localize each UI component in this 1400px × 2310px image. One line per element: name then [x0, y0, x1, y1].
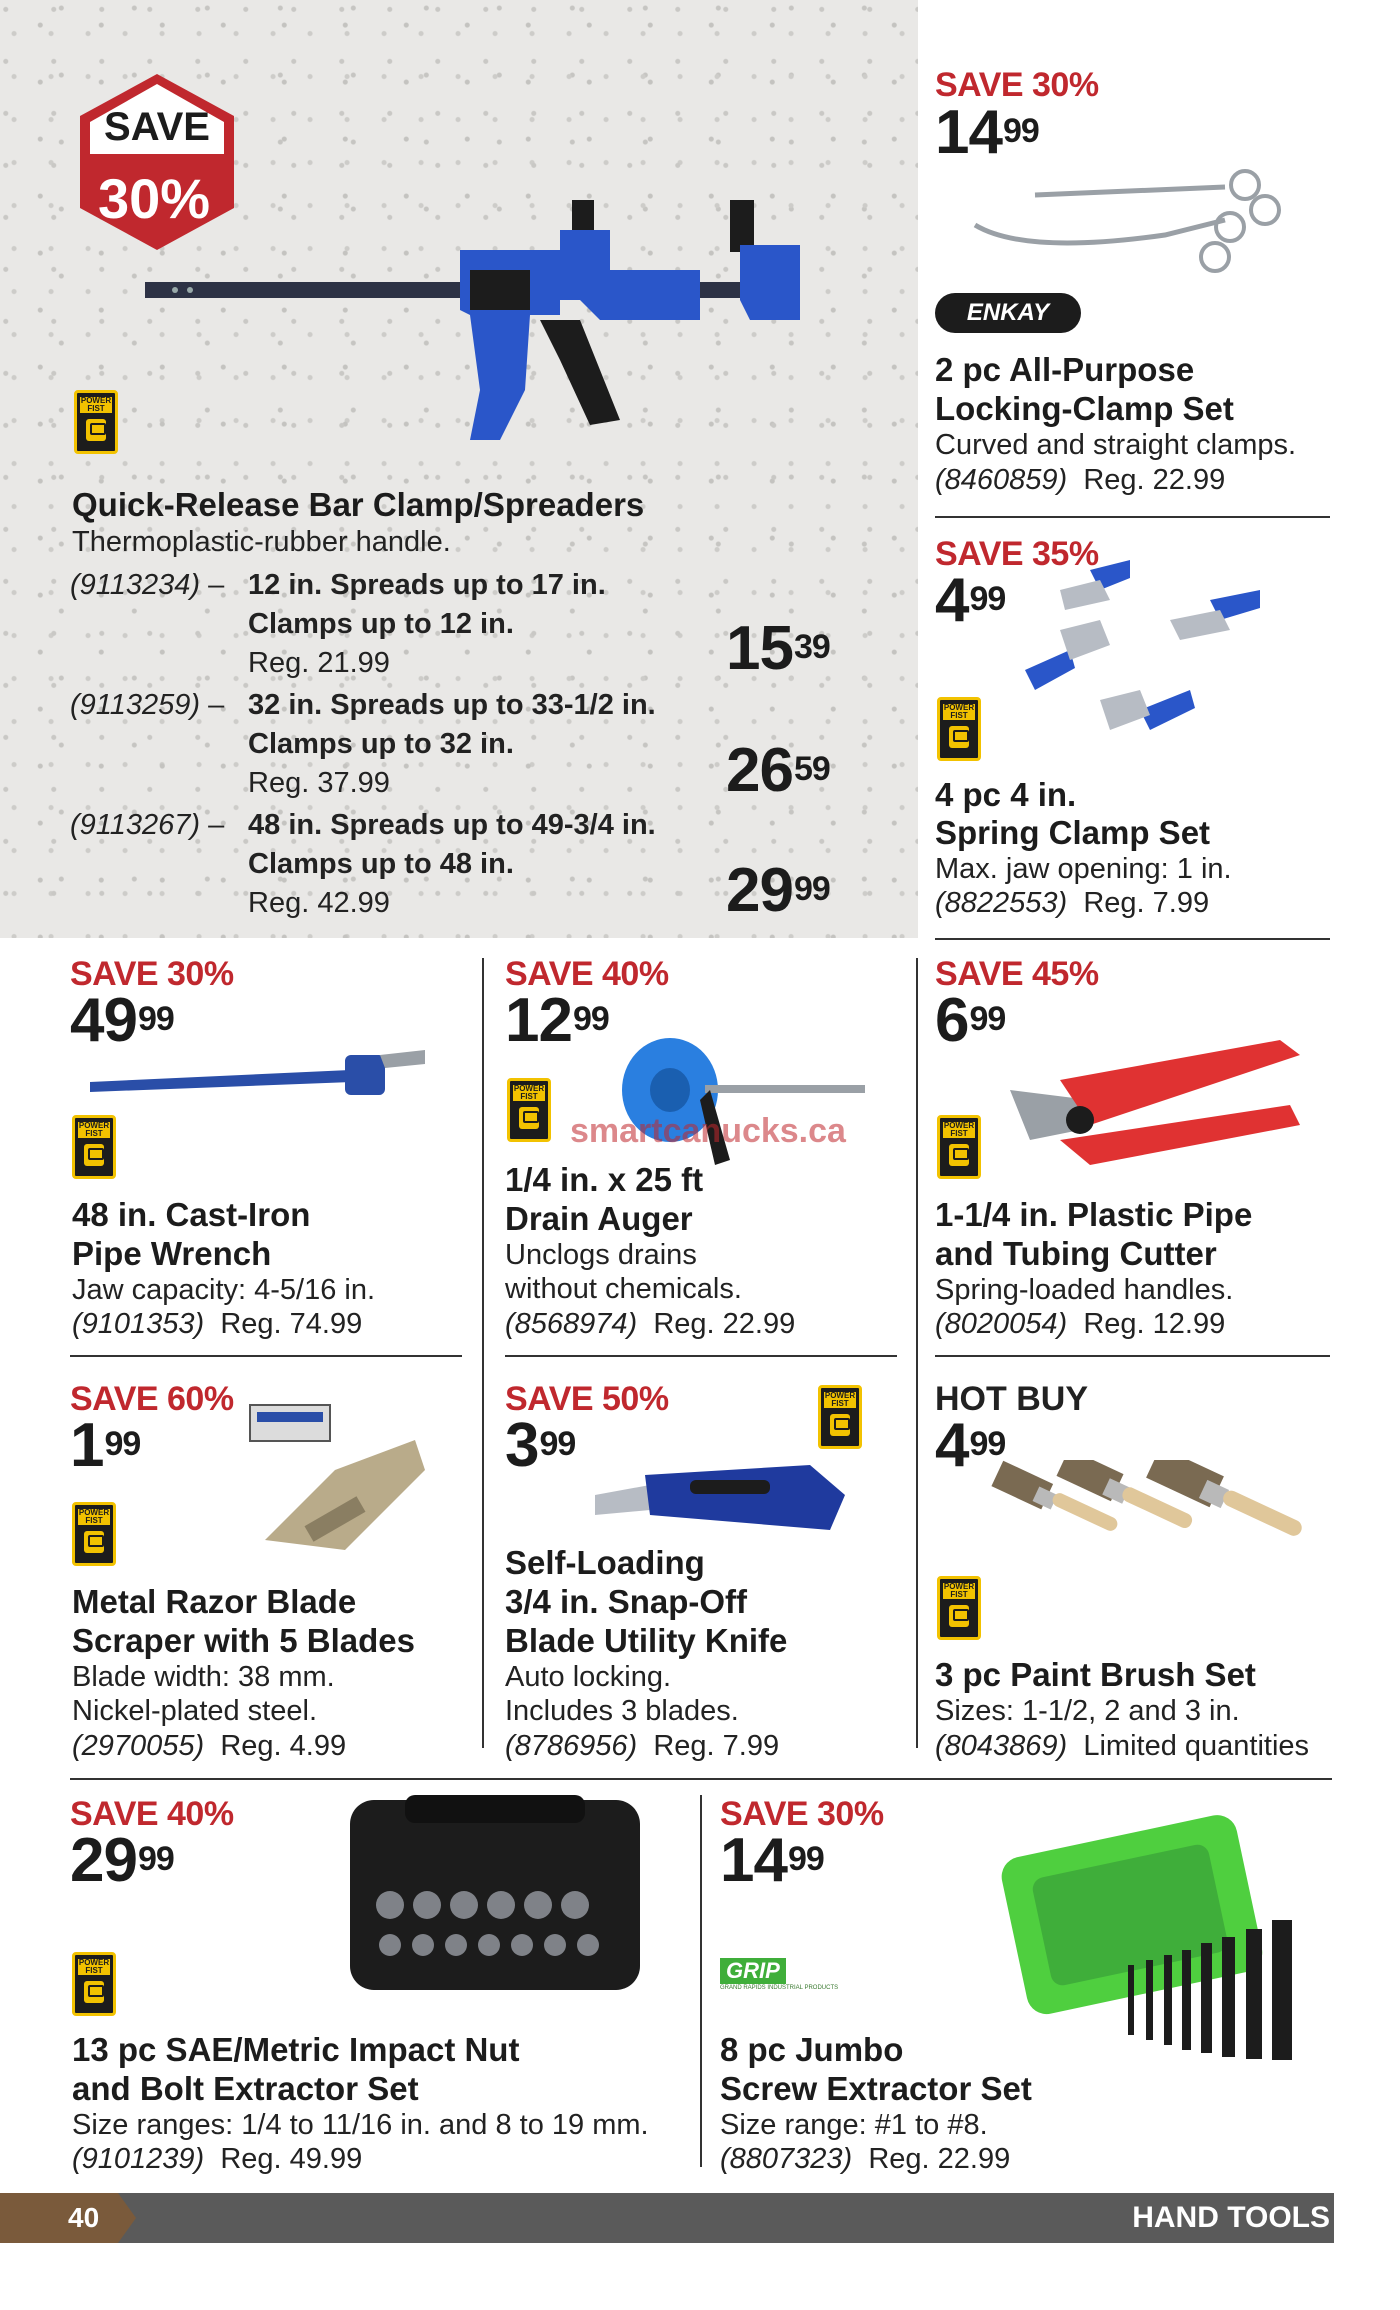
save-label: SAVE 30% [720, 1795, 884, 1833]
power-fist-logo: POWER FIST [72, 1952, 116, 2016]
divider [482, 958, 484, 1748]
power-fist-logo: POWER FIST [74, 390, 118, 454]
product-title: 1/4 in. x 25 ft [505, 1161, 704, 1198]
variant-line2: Clamps up to 12 in. [248, 608, 514, 640]
product-title: Metal Razor Blade [72, 1583, 357, 1620]
product-title: 2 pc All-Purpose [935, 351, 1195, 388]
variant-dash: – [208, 809, 225, 841]
product-sku-reg: (9101239) Reg. 49.99 [72, 2143, 363, 2175]
product-title: 4 pc 4 in. [935, 776, 1077, 813]
price: $49^{99}$ [70, 986, 174, 1055]
watermark: smartcanucks.ca [570, 1112, 846, 1150]
product-sku-reg: (8786956) Reg. 7.99 [505, 1730, 780, 1762]
save-label: SAVE 60% [70, 1380, 234, 1418]
divider [935, 938, 1330, 940]
page-number: 40 [68, 2202, 100, 2233]
product-sku-reg: (9101353) Reg. 74.99 [72, 1308, 363, 1340]
variant-reg: Reg. 42.99 [248, 887, 390, 919]
product-title: 3 pc Paint Brush Set [935, 1656, 1256, 1693]
price: $14^{99}$ [720, 1826, 824, 1895]
product-title: 3/4 in. Snap-Off [505, 1583, 748, 1620]
variant-line1: 48 in. Spreads up to 49-3/4 in. [248, 809, 656, 841]
price: $14^{99}$ [935, 98, 1039, 167]
divider [935, 1355, 1330, 1357]
variant-row [70, 568, 224, 602]
divider [505, 1355, 897, 1357]
razor-scraper-image [245, 1400, 445, 1570]
save-label: SAVE 40% [70, 1795, 234, 1833]
variant-row [70, 808, 224, 842]
product-desc: Nickel-plated steel. [72, 1695, 317, 1727]
variant-line1: 12 in. Spreads up to 17 in. [248, 569, 606, 601]
product-desc: Blade width: 38 mm. [72, 1661, 335, 1693]
product-desc: Size range: #1 to #8. [720, 2109, 988, 2141]
paint-brush-image [990, 1460, 1320, 1600]
price: $29^{99}$ [70, 1826, 174, 1895]
product-desc: Jaw capacity: 4-5/16 in. [72, 1274, 376, 1306]
price: $3^{99}$ [505, 1411, 576, 1480]
save-label: SAVE 35% [935, 535, 1099, 573]
variant-line2: Clamps up to 32 in. [248, 728, 514, 760]
variant-dash: – [208, 569, 225, 601]
product-desc: Unclogs drains [505, 1239, 697, 1271]
product-desc: Max. jaw opening: 1 in. [935, 853, 1232, 885]
drain-auger-image [600, 1030, 900, 1180]
pipe-wrench-image [90, 1050, 440, 1110]
product-title: Scraper with 5 Blades [72, 1622, 415, 1659]
variant-reg: Reg. 37.99 [248, 767, 390, 799]
variant-dash: – [208, 689, 225, 721]
variant-price: $15^{39}$ [726, 614, 830, 683]
product-title: Screw Extractor Set [720, 2070, 1032, 2107]
product-title: Spring Clamp Set [935, 814, 1211, 851]
divider [935, 516, 1330, 518]
variant-line2: Clamps up to 48 in. [248, 848, 514, 880]
product-title: 48 in. Cast-Iron [72, 1196, 311, 1233]
section-title: HAND TOOLS [1132, 2201, 1330, 2234]
product-sku-reg: (8807323) Reg. 22.99 [720, 2143, 1011, 2175]
product-desc: without chemicals. [505, 1273, 742, 1305]
hot-buy-label: HOT BUY [935, 1380, 1088, 1418]
product-title: and Bolt Extractor Set [72, 2070, 419, 2107]
power-fist-logo: POWER FIST [72, 1502, 116, 1566]
extractor-case-image [345, 1795, 645, 1995]
pipe-cutter-image [1000, 1030, 1310, 1170]
price: $4^{99}$ [935, 566, 1006, 635]
product-sku-reg: (8020054) Reg. 12.99 [935, 1308, 1226, 1340]
hero-desc: Thermoplastic-rubber handle. [72, 526, 451, 558]
variant-line1: 32 in. Spreads up to 33-1/2 in. [248, 689, 656, 721]
product-desc: Sizes: 1-1/2, 2 and 3 in. [935, 1695, 1240, 1727]
product-title: and Tubing Cutter [935, 1235, 1217, 1272]
divider [70, 1355, 462, 1357]
hero-title: Quick-Release Bar Clamp/Spreaders [72, 486, 645, 523]
product-sku-reg: (8043869) Limited quantities [935, 1730, 1310, 1762]
badge-save-text: SAVE [104, 105, 210, 149]
page-number-tab [0, 2193, 118, 2243]
divider [700, 1795, 702, 2167]
save-label: SAVE 30% [70, 955, 234, 993]
locking-clamp-image [965, 165, 1305, 285]
bar-clamp-image [140, 190, 820, 440]
divider [70, 1778, 1332, 1780]
variant-reg: Reg. 21.99 [248, 647, 390, 679]
save-label: SAVE 45% [935, 955, 1099, 993]
product-desc: Size ranges: 1/4 to 11/16 in. and 8 to 19 mm. [72, 2109, 649, 2141]
utility-knife-image [590, 1455, 850, 1545]
product-sku-reg: (8460859) Reg. 22.99 [935, 464, 1226, 496]
product-sku-reg: (2970055) Reg. 4.99 [72, 1730, 347, 1762]
power-fist-logo: POWER FIST [937, 697, 981, 761]
product-title: Self-Loading [505, 1544, 705, 1581]
screw-extractor-image [1000, 1815, 1320, 2085]
badge-percent-text: 30% [97, 167, 211, 230]
price: $1^{99}$ [70, 1411, 141, 1480]
power-fist-logo: POWER FIST [72, 1115, 116, 1179]
divider [916, 958, 918, 1748]
power-fist-logo: POWER FIST [507, 1078, 551, 1142]
grip-logo: GRIP GRAND RAPIDS INDUSTRIAL PRODUCTS [720, 1958, 839, 1991]
variant-price: $29^{99}$ [726, 856, 830, 925]
page-tab-arrow [118, 2193, 136, 2243]
product-desc: Curved and straight clamps. [935, 429, 1297, 461]
product-title: Blade Utility Knife [505, 1622, 788, 1659]
product-sku-reg: (8568974) Reg. 22.99 [505, 1308, 796, 1340]
variant-price: $26^{59}$ [726, 736, 830, 805]
price: $4^{99}$ [935, 1411, 1006, 1480]
price: $6^{99}$ [935, 986, 1006, 1055]
power-fist-logo: POWER FIST [937, 1576, 981, 1640]
enkay-logo: ENKAY [935, 293, 1081, 333]
variant-row [70, 688, 224, 722]
product-desc: Includes 3 blades. [505, 1695, 739, 1727]
product-title: Locking-Clamp Set [935, 390, 1234, 427]
power-fist-logo: POWER FIST [937, 1115, 981, 1179]
product-title: Drain Auger [505, 1200, 693, 1237]
power-fist-logo: POWER FIST [818, 1385, 862, 1449]
product-sku-reg: (8822553) Reg. 7.99 [935, 887, 1210, 919]
save-label: SAVE 40% [505, 955, 669, 993]
price: $12^{99}$ [505, 986, 609, 1055]
variant-sku: (9113267) [70, 809, 201, 841]
spring-clamp-image [1020, 550, 1320, 760]
hero-variant-list [70, 568, 920, 928]
save-label: SAVE 30% [935, 66, 1099, 104]
save-label: SAVE 50% [505, 1380, 669, 1418]
product-title: 8 pc Jumbo [720, 2031, 904, 2068]
product-title: Pipe Wrench [72, 1235, 272, 1272]
product-title: 1-1/4 in. Plastic Pipe [935, 1196, 1253, 1233]
product-title: 13 pc SAE/Metric Impact Nut [72, 2031, 520, 2068]
product-desc: Spring-loaded handles. [935, 1274, 1234, 1306]
variant-sku: (9113259) [70, 689, 201, 721]
product-desc: Auto locking. [505, 1661, 672, 1693]
variant-sku: (9113234) [70, 569, 201, 601]
